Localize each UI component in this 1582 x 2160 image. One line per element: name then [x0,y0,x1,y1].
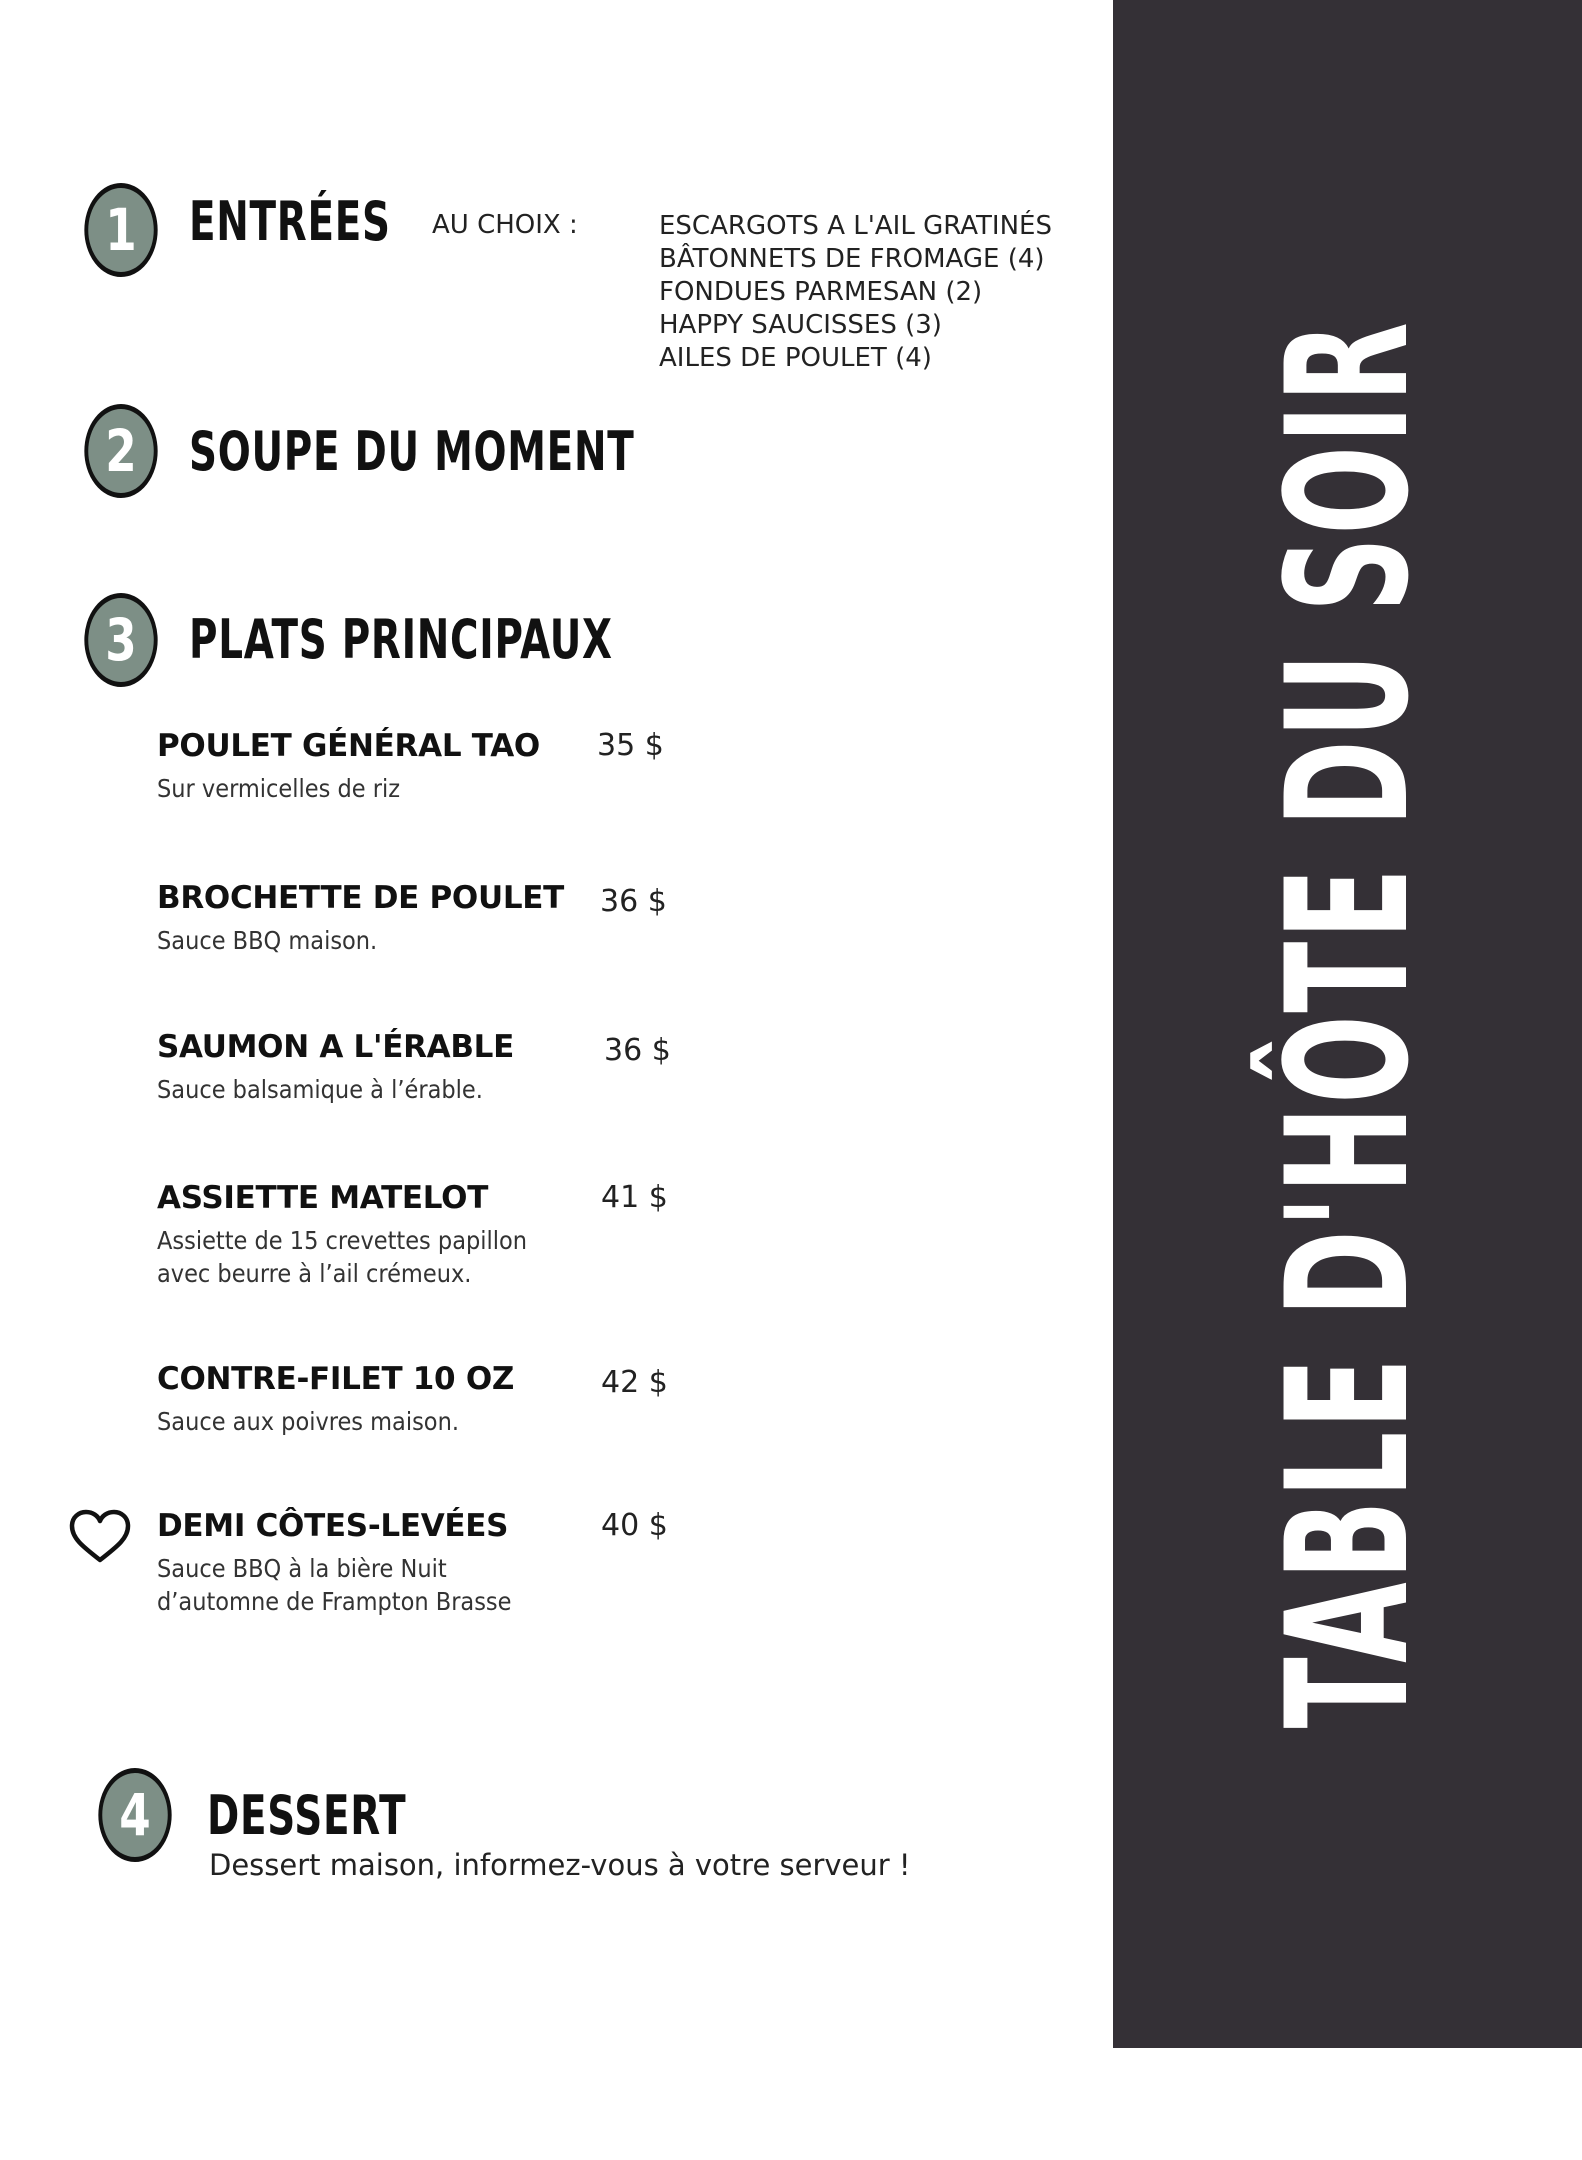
dish-description: Sauce aux poivres maison. [157,1407,459,1436]
choice-label: AU CHOIX : [432,210,578,240]
section-title-soupe: SOUPE DU MOMENT [189,420,635,483]
list-item: FONDUES PARMESAN (2) [659,277,983,307]
dish-item [157,880,677,957]
dish-description: Sauce balsamique à l’érable. [157,1075,483,1104]
dish-name: BROCHETTE DE POULET [157,880,565,916]
side-title-text: TABLE D'HÔTE DU SOIR [1249,319,1446,1729]
dish-description: Sauce BBQ à la bière Nuit d’automne de Frampton Brasse [157,1554,512,1616]
dish-description: Sauce BBQ maison. [157,926,378,955]
section-number-badge: 3 [84,593,157,687]
dish-item [157,1029,677,1106]
dish-price: 41 $ [601,1180,668,1215]
section-title-plats: PLATS PRINCIPAUX [189,608,613,671]
dish-price: 36 $ [604,1033,671,1068]
dish-price: 40 $ [601,1508,668,1543]
dish-price: 42 $ [601,1365,668,1400]
section-number-badge: 4 [98,1768,171,1862]
dish-name: DEMI CÔTES-LEVÉES [157,1508,509,1544]
section-title-entrees: ENTRÉES [189,190,391,253]
section-number-badge: 2 [84,404,157,498]
list-item: AILES DE POULET (4) [659,343,932,373]
side-panel [1113,0,1582,2048]
dish-item [157,728,677,805]
dish-description: Assiette de 15 crevettes papillon avec beurre à l’ail crémeux. [157,1226,528,1288]
entree-choice-list [659,210,1052,375]
dish-name: CONTRE-FILET 10 OZ [157,1361,515,1397]
section-number-badge: 1 [84,183,157,277]
dish-item [157,1508,677,1618]
list-item: BÂTONNETS DE FROMAGE (4) [659,244,1045,274]
dessert-text: Dessert maison, informez-vous à votre serveur ! [209,1848,911,1882]
list-item: ESCARGOTS A L'AIL GRATINÉS [659,211,1052,241]
heart-icon [68,1508,132,1564]
dish-price: 35 $ [597,728,664,763]
side-title [1250,0,1446,2160]
dish-name: SAUMON A L'ÉRABLE [157,1029,515,1065]
dish-price: 36 $ [600,884,667,919]
dish-item [157,1180,677,1290]
dish-description: Sur vermicelles de riz [157,774,401,803]
dish-name: ASSIETTE MATELOT [157,1180,489,1216]
dish-item [157,1361,677,1438]
section-title-dessert: DESSERT [207,1784,407,1847]
list-item: HAPPY SAUCISSES (3) [659,310,942,340]
dish-name: POULET GÉNÉRAL TAO [157,728,540,764]
